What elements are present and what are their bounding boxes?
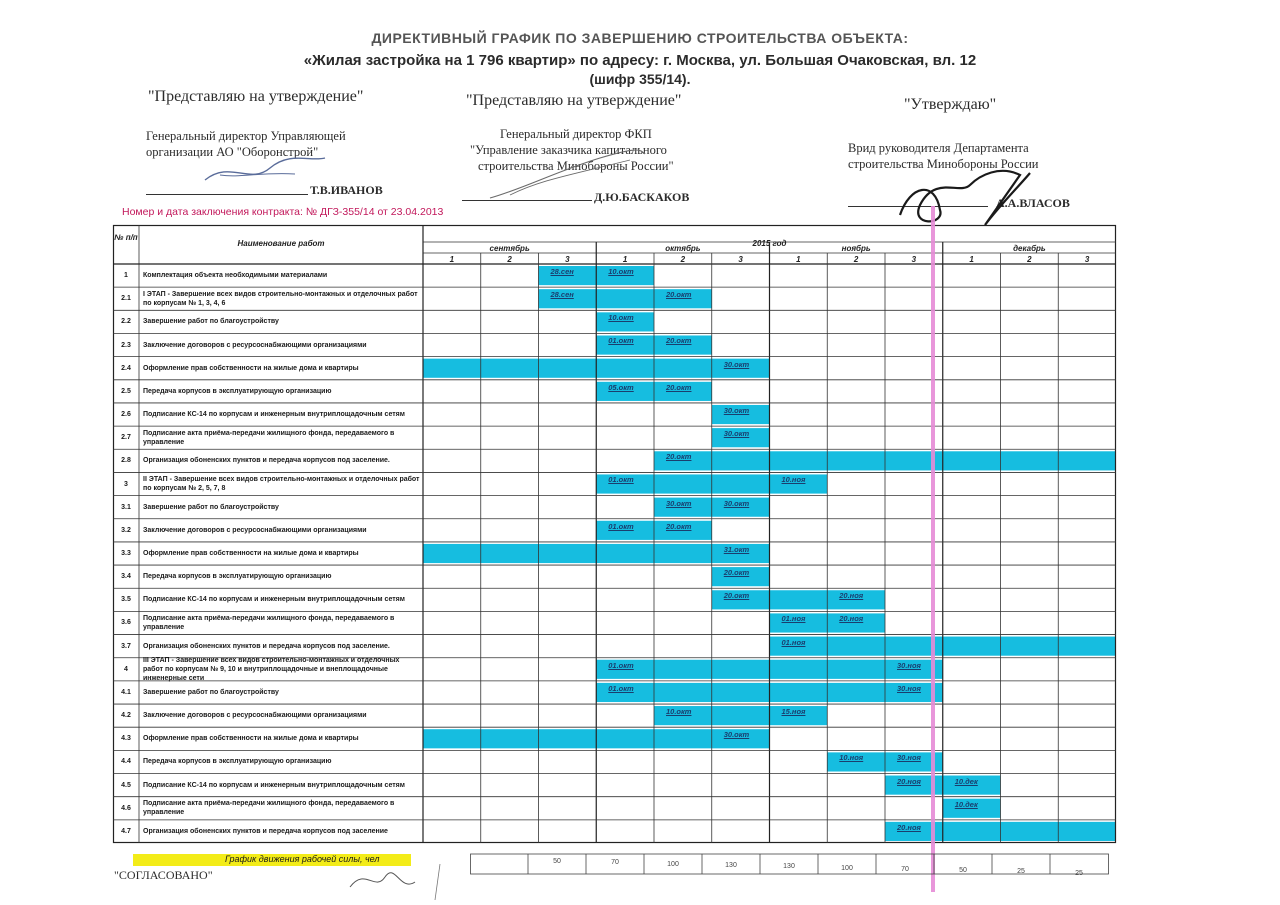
- table-row: [113, 403, 423, 426]
- left-signature-line: [146, 194, 308, 195]
- labour-value: 100: [667, 860, 679, 868]
- right-approval-name: А.А.ВЛАСОВ: [996, 196, 1070, 210]
- left-approval-name: Т.В.ИВАНОВ: [310, 183, 383, 197]
- row-task-name: I ЭТАП - Завершение всех видов строительно-монтажных и отделочных работ по корпусам № 1, 3, 4, 6: [143, 290, 418, 307]
- current-date-marker: [931, 206, 935, 892]
- row-number: 4.3: [121, 735, 131, 743]
- bar-date-label: 20.окт: [723, 591, 750, 601]
- object-code: (шифр 355/14).: [589, 71, 691, 87]
- decade-header: 1: [796, 255, 801, 264]
- labour-value: 130: [783, 863, 795, 871]
- row-number: 3.2: [121, 526, 131, 534]
- month-header: ноябрь: [841, 244, 871, 253]
- row-task-name: Подписание КС-14 по корпусам и инженерным внутриплощадочным сетям: [143, 596, 405, 604]
- table-row: [113, 658, 423, 681]
- bar-date-label: 20.окт: [666, 521, 692, 531]
- row-number: 3.5: [121, 596, 131, 604]
- row-task-name: Организация обоненских пунктов и передача корпусов под заселение: [143, 827, 388, 835]
- table-row: [113, 496, 423, 519]
- labour-grid: [470, 853, 1110, 883]
- table-row: [113, 588, 423, 611]
- bar-date-label: 01.окт: [608, 336, 634, 346]
- bar-date-label: 01.окт: [608, 660, 634, 670]
- bar-date-label: 20.окт: [666, 336, 692, 346]
- year-header: 2015 год: [752, 239, 787, 248]
- middle-approval-position-2: "Управление заказчика капитального: [470, 143, 667, 157]
- month-header: октябрь: [665, 244, 701, 253]
- table-row: [113, 333, 423, 356]
- table-row: [113, 519, 423, 542]
- bar-date-label: 20.окт: [666, 290, 692, 300]
- bar-date-label: 30.окт: [723, 429, 750, 439]
- table-row: [113, 820, 423, 843]
- bar-date-label: 01.ноя: [781, 614, 806, 624]
- row-task-name: Подписание акта приёма-передачи жилищного фонда, передаваемого в управление: [143, 429, 395, 446]
- row-task-name: Оформление прав собственности на жилые дома и квартиры: [143, 735, 359, 743]
- bar-date-label: 10.окт: [666, 707, 692, 717]
- row-task-name: II ЭТАП - Завершение всех видов строительно-монтажных и отделочных работ по корпусам № 2, 5, 7, 8: [143, 476, 420, 493]
- row-task-name: Передача корпусов в эксплуатирующую организацию: [143, 387, 332, 395]
- bar-date-label: 05.окт: [608, 382, 634, 392]
- table-row: [113, 774, 423, 797]
- labour-value: 50: [959, 867, 967, 875]
- labour-value: 130: [725, 861, 737, 869]
- left-signature: [200, 150, 330, 190]
- table-row: [113, 681, 423, 704]
- bar-date-label: 20.окт: [666, 452, 692, 462]
- contract-info: Номер и дата заключения контракта: № ДГЗ-355/14 от 23.04.2013: [122, 206, 444, 218]
- table-row: [113, 542, 423, 565]
- bar-date-label: 20.окт: [723, 568, 750, 578]
- row-number: 2.8: [121, 457, 131, 465]
- column-number-header: № п/п: [114, 233, 138, 242]
- bar-date-label: 15.ноя: [781, 707, 806, 717]
- decade-header: 3: [1084, 255, 1090, 264]
- bar-date-label: 30.окт: [723, 359, 750, 369]
- bar-date-label: 30.окт: [723, 730, 750, 740]
- row-number: 3.1: [121, 503, 131, 511]
- table-row: [113, 635, 423, 658]
- row-number: 4.4: [121, 758, 131, 766]
- row-task-name: Оформление прав собственности на жилые дома и квартиры: [143, 549, 359, 557]
- row-number: 2.1: [121, 295, 131, 303]
- bar-date-label: 10.окт: [608, 313, 634, 323]
- agreed-signature: [340, 862, 460, 902]
- bar-date-label: 30.ноя: [897, 660, 921, 670]
- month-header: декабрь: [1013, 244, 1046, 253]
- right-approval-position-2: строительства Минобороны России: [848, 157, 1039, 171]
- row-number: 3.7: [121, 642, 131, 650]
- row-number: 4.6: [121, 804, 131, 812]
- row-task-name: Завершение работ по благоустройству: [143, 688, 279, 696]
- decade-header: 2: [853, 255, 859, 264]
- table-row: [113, 750, 423, 773]
- labour-value: 100: [841, 864, 853, 872]
- row-number: 2.6: [121, 411, 131, 419]
- row-task-name: Организация обоненских пунктов и передача корпусов под заселение.: [143, 642, 390, 650]
- row-number: 3.4: [121, 573, 131, 581]
- decade-header: 2: [1027, 255, 1032, 264]
- left-approval-position-2: организации АО "Оборонстрой": [146, 145, 319, 159]
- bar-date-label: 20.окт: [666, 382, 692, 392]
- right-approval-position-1: Врид руководителя Департамента: [848, 141, 1029, 155]
- table-row: [113, 310, 423, 333]
- row-task-name: Организация обоненских пунктов и передача корпусов под заселение.: [143, 457, 390, 465]
- decade-header: 1: [622, 255, 628, 264]
- month-header: сентябрь: [489, 244, 530, 253]
- row-task-name: Завершение работ по благоустройству: [143, 318, 279, 326]
- table-row: [113, 611, 423, 634]
- row-number: 3: [124, 480, 128, 488]
- left-approval-position-1: Генеральный директор Управляющей: [146, 129, 346, 143]
- bar-date-label: 20.ноя: [897, 776, 921, 786]
- bar-date-label: 10.дек: [954, 799, 978, 809]
- row-number: 2.2: [121, 318, 131, 326]
- bar-date-label: 30.окт: [666, 498, 692, 508]
- table-row: [113, 565, 423, 588]
- row-number: 1: [124, 272, 128, 280]
- row-task-name: Подписание КС-14 по корпусам и инженерным внутриплощадочным сетям: [143, 411, 405, 419]
- middle-approval-name: Д.Ю.БАСКАКОВ: [594, 190, 690, 204]
- labour-value: 25: [1017, 868, 1025, 876]
- row-number: 4.1: [121, 688, 131, 696]
- bar-date-label: 28.сен: [550, 290, 574, 300]
- decade-header: 2: [507, 255, 512, 264]
- row-number: 4.2: [121, 712, 131, 720]
- column-name-header: Наименование работ: [237, 239, 325, 248]
- row-task-name: Передача корпусов в эксплуатирующую организацию: [143, 758, 332, 766]
- decade-header: 2: [680, 255, 686, 264]
- row-number: 2.4: [121, 364, 131, 372]
- schedule-title: ДИРЕКТИВНЫЙ ГРАФИК ПО ЗАВЕРШЕНИЮ СТРОИТЕЛЬСТВА ОБЪЕКТА:: [371, 30, 909, 46]
- bar-date-label: 01.окт: [608, 521, 634, 531]
- row-task-name: Подписание акта приёма-передачи жилищного фонда, передаваемого в управление: [143, 614, 395, 631]
- labour-value: 70: [901, 865, 909, 873]
- bar-date-label: 20.ноя: [839, 591, 864, 601]
- decade-header: 3: [911, 255, 917, 264]
- bar-date-label: 10.ноя: [839, 753, 864, 763]
- right-approval-heading: "Утверждаю": [904, 96, 997, 113]
- decade-header: 3: [738, 255, 743, 264]
- bar-date-label: 10.ноя: [781, 475, 806, 485]
- row-task-name: Заключение договоров с ресурсоснабжающими организациями: [143, 712, 367, 720]
- row-number: 4.7: [121, 827, 131, 835]
- table-row: [113, 797, 423, 820]
- bar-date-label: 28.сен: [550, 267, 574, 276]
- bar-date-label: 10.дек: [954, 776, 978, 786]
- bar-date-label: 30.ноя: [897, 683, 921, 693]
- row-task-name: Подписание акта приёма-передачи жилищного фонда, передаваемого в управление: [143, 800, 395, 817]
- table-row: [113, 380, 423, 403]
- bar-date-label: 31.окт: [723, 544, 750, 554]
- table-row: [113, 704, 423, 727]
- row-number: 4: [124, 665, 128, 673]
- row-task-name: Заключение договоров с ресурсоснабжающими организациями: [143, 341, 367, 349]
- bar-date-label: 20.ноя: [897, 822, 921, 832]
- table-row: [113, 727, 423, 750]
- bar-date-label: 10.окт: [608, 267, 634, 276]
- middle-approval-position-1: Генеральный директор ФКП: [500, 127, 652, 141]
- table-row: [113, 287, 423, 310]
- table-row: [113, 472, 423, 495]
- labour-label: График движения рабочей силы, чел: [225, 854, 380, 864]
- middle-approval-position-3: строительства Минобороны России": [478, 159, 674, 173]
- table-row: [113, 264, 423, 287]
- decade-header: 3: [565, 255, 570, 264]
- table-row: [113, 426, 423, 449]
- bar-date-label: 01.окт: [608, 475, 634, 485]
- table-row: [113, 449, 423, 472]
- bar-date-label: 20.ноя: [839, 614, 864, 624]
- row-number: 3.6: [121, 619, 131, 627]
- row-task-name: Завершение работ по благоустройству: [143, 503, 279, 511]
- row-task-name: Комплектация объекта необходимыми материалами: [143, 272, 328, 280]
- row-task-name: Передача корпусов в эксплуатирующую организацию: [143, 573, 332, 581]
- row-task-name: Заключение договоров с ресурсоснабжающими организациями: [143, 526, 367, 534]
- labour-value: 25: [1075, 869, 1083, 877]
- object-address: «Жилая застройка на 1 796 квартир» по адресу: г. Москва, ул. Большая Очаковская, вл. 12: [303, 52, 977, 69]
- labour-frame: [471, 854, 1109, 874]
- row-number: 2.3: [121, 341, 131, 349]
- labour-value: 50: [553, 858, 561, 865]
- bar-date-label: 30.окт: [723, 405, 750, 415]
- labour-value: 70: [611, 859, 619, 867]
- decade-header: 1: [449, 255, 455, 264]
- table-row: [113, 357, 423, 380]
- row-number: 2.7: [121, 434, 131, 442]
- bar-date-label: 30.ноя: [897, 753, 921, 763]
- row-task-name: Оформление прав собственности на жилые дома и квартиры: [143, 364, 359, 372]
- middle-approval-heading: "Представляю на утверждение": [466, 92, 682, 109]
- row-task-name: Подписание КС-14 по корпусам и инженерным внутриплощадочным сетям: [143, 781, 405, 789]
- left-approval-heading: "Представляю на утверждение": [148, 88, 364, 105]
- row-number: 3.3: [121, 549, 131, 557]
- decade-header: 1: [969, 255, 974, 264]
- middle-signature: [480, 150, 650, 205]
- row-number: 2.5: [121, 387, 131, 395]
- row-number: 4.5: [121, 781, 131, 789]
- bar-date-label: 30.окт: [723, 498, 750, 508]
- row-task-name: III ЭТАП - Завершение всех видов строительно-монтажных и отделочных работ по корпусам № 9, 10 и внутриплощадочные и внеплощадочные инженерные сети: [143, 656, 400, 682]
- schedule-table: [113, 225, 1116, 843]
- agreed-stamp: "СОГЛАСОВАНО": [114, 868, 213, 882]
- bar-date-label: 01.ноя: [781, 637, 806, 647]
- bar-date-label: 01.окт: [608, 683, 634, 693]
